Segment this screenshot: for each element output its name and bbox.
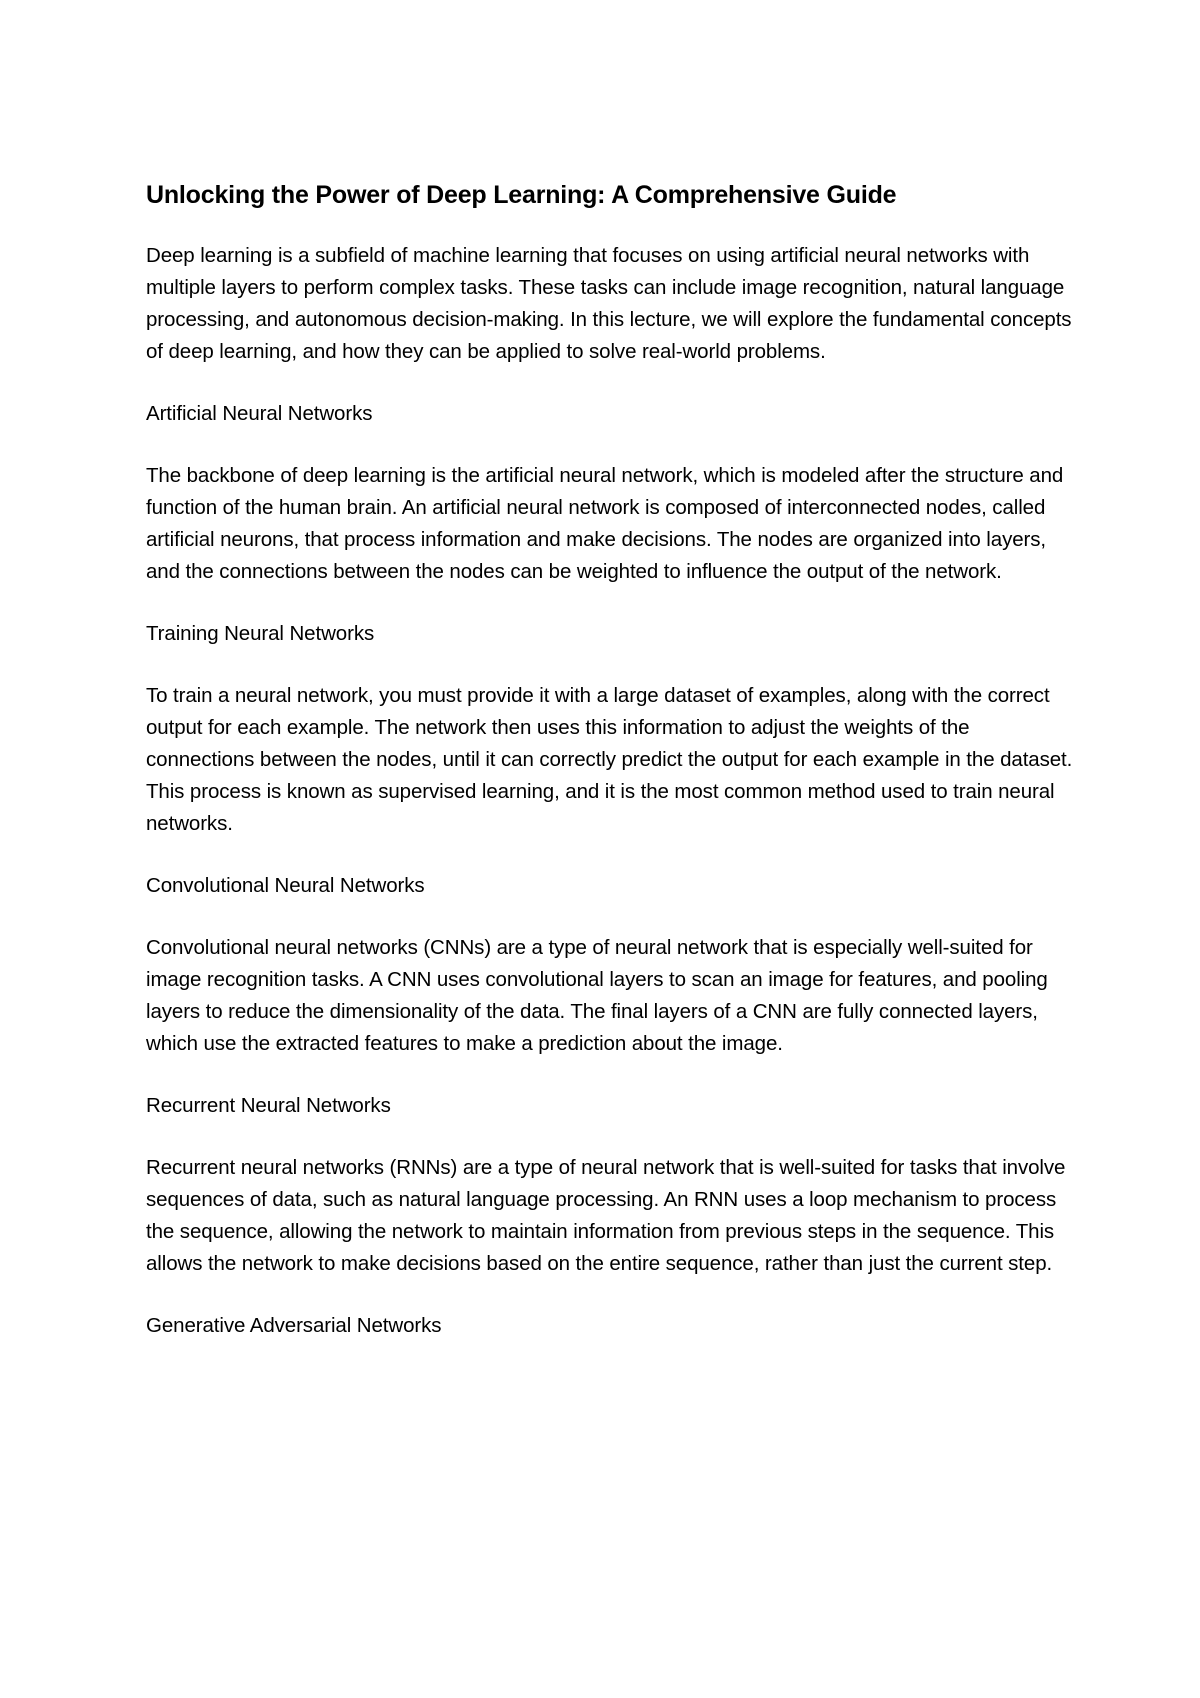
document-title: Unlocking the Power of Deep Learning: A Comprehensive Guide <box>146 181 897 209</box>
section-heading-artificial-neural-networks: Artificial Neural Networks <box>146 402 373 425</box>
section-body-training-neural-networks: To train a neural network, you must provide it with a large dataset of examples, along with the correct output for each example. The network then uses this information to adjust the weights of the connections between the nodes, until it can correctly predict the output for each example in the dataset. This process is known as supervised learning, and it is the most common method used to train neural networks. <box>146 684 1073 835</box>
section-heading-convolutional-neural-networks: Convolutional Neural Networks <box>146 874 425 897</box>
section-body-artificial-neural-networks: The backbone of deep learning is the artificial neural network, which is modeled after the structure and function of the human brain. An artificial neural network is composed of interconnected nodes, called artificial neurons, that process information and make decisions. The nodes are organized into layers, and the connections between the nodes can be weighted to influence the output of the network. <box>146 464 1064 583</box>
section-body-convolutional-neural-networks: Convolutional neural networks (CNNs) are a type of neural network that is especially well-suited for image recognition tasks. A CNN uses convolutional layers to scan an image for features, and pooling layers to reduce the dimensionality of the data. The final layers of a CNN are fully connected layers, which use the extracted features to make a prediction about the image. <box>146 936 1048 1055</box>
section-heading-recurrent-neural-networks: Recurrent Neural Networks <box>146 1094 391 1117</box>
intro-paragraph: Deep learning is a subfield of machine learning that focuses on using artificial neural networks with multiple layers to perform complex tasks. These tasks can include image recognition, natural language processing, and autonomous decision-making. In this lecture, we will explore the fundamental concepts of deep learning, and how they can be applied to solve real-world problems. <box>146 244 1072 363</box>
section-heading-training-neural-networks: Training Neural Networks <box>146 622 375 645</box>
section-heading-generative-adversarial-networks: Generative Adversarial Networks <box>146 1314 442 1337</box>
section-body-recurrent-neural-networks: Recurrent neural networks (RNNs) are a type of neural network that is well-suited for tasks that involve sequences of data, such as natural language processing. An RNN uses a loop mechanism to process the sequence, allowing the network to maintain information from previous steps in the sequence. This allows the network to make decisions based on the entire sequence, rather than just the current step. <box>146 1156 1066 1275</box>
document-content <box>146 178 1076 1372</box>
